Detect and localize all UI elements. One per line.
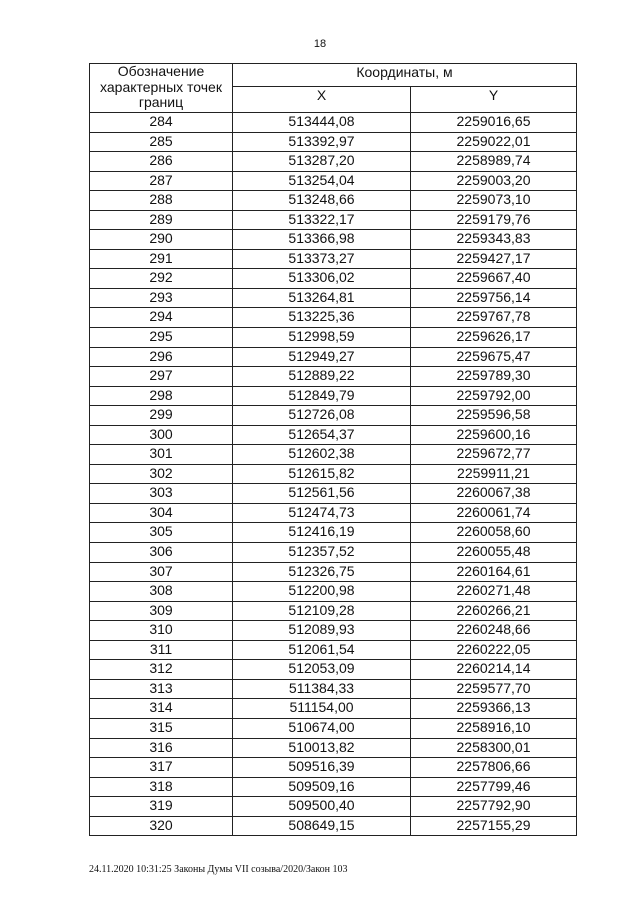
- table-row: [90, 464, 577, 484]
- table-row: [90, 738, 577, 758]
- point-id-cell: 296: [90, 347, 233, 367]
- x-coordinate-cell: 512053,09: [233, 660, 411, 680]
- y-coordinate-cell: 2260222,05: [411, 640, 577, 660]
- point-id-cell: 285: [90, 132, 233, 152]
- point-id-cell: 310: [90, 621, 233, 641]
- y-coordinate-cell: 2259577,70: [411, 679, 577, 699]
- table-row: [90, 640, 577, 660]
- x-coordinate-cell: 511154,00: [233, 699, 411, 719]
- x-coordinate-cell: 513392,97: [233, 132, 411, 152]
- x-coordinate-cell: 512654,37: [233, 425, 411, 445]
- point-id-cell: 318: [90, 777, 233, 797]
- y-coordinate-cell: 2259343,83: [411, 230, 577, 250]
- y-coordinate-cell: 2259022,01: [411, 132, 577, 152]
- table-row: [90, 230, 577, 250]
- table-row: [90, 386, 577, 406]
- x-coordinate-cell: 509509,16: [233, 777, 411, 797]
- point-id-cell: 284: [90, 113, 233, 133]
- header-y: Y: [411, 87, 577, 113]
- x-coordinate-cell: 512726,08: [233, 406, 411, 426]
- y-coordinate-cell: 2257155,29: [411, 816, 577, 836]
- point-id-cell: 312: [90, 660, 233, 680]
- x-coordinate-cell: 513306,02: [233, 269, 411, 289]
- x-coordinate-cell: 512889,22: [233, 367, 411, 387]
- y-coordinate-cell: 2259179,76: [411, 210, 577, 230]
- y-coordinate-cell: 2258300,01: [411, 738, 577, 758]
- x-coordinate-cell: 513287,20: [233, 152, 411, 172]
- x-coordinate-cell: 512474,73: [233, 503, 411, 523]
- point-id-cell: 286: [90, 152, 233, 172]
- table-row: [90, 523, 577, 543]
- table-row: [90, 171, 577, 191]
- table-row: [90, 406, 577, 426]
- y-coordinate-cell: 2259016,65: [411, 113, 577, 133]
- x-coordinate-cell: 512357,52: [233, 543, 411, 563]
- x-coordinate-cell: 512561,56: [233, 484, 411, 504]
- table-row: [90, 758, 577, 778]
- x-coordinate-cell: 513254,04: [233, 171, 411, 191]
- y-coordinate-cell: 2258916,10: [411, 718, 577, 738]
- table-row: [90, 249, 577, 269]
- point-id-cell: 301: [90, 445, 233, 465]
- table-row: [90, 113, 577, 133]
- y-coordinate-cell: 2258989,74: [411, 152, 577, 172]
- y-coordinate-cell: 2259667,40: [411, 269, 577, 289]
- y-coordinate-cell: 2259672,77: [411, 445, 577, 465]
- table-row: [90, 269, 577, 289]
- table-row: [90, 152, 577, 172]
- table-row: [90, 543, 577, 563]
- point-id-cell: 287: [90, 171, 233, 191]
- y-coordinate-cell: 2259596,58: [411, 406, 577, 426]
- table-row: [90, 288, 577, 308]
- x-coordinate-cell: 513366,98: [233, 230, 411, 250]
- x-coordinate-cell: 512849,79: [233, 386, 411, 406]
- x-coordinate-cell: 513322,17: [233, 210, 411, 230]
- point-id-cell: 290: [90, 230, 233, 250]
- x-coordinate-cell: 513264,81: [233, 288, 411, 308]
- table-row: [90, 484, 577, 504]
- y-coordinate-cell: 2260058,60: [411, 523, 577, 543]
- y-coordinate-cell: 2257806,66: [411, 758, 577, 778]
- table-row: [90, 660, 577, 680]
- table-row: [90, 328, 577, 348]
- coordinates-table: [89, 63, 577, 836]
- point-id-cell: 293: [90, 288, 233, 308]
- x-coordinate-cell: 512416,19: [233, 523, 411, 543]
- y-coordinate-cell: 2259626,17: [411, 328, 577, 348]
- y-coordinate-cell: 2257799,46: [411, 777, 577, 797]
- point-id-cell: 319: [90, 797, 233, 817]
- x-coordinate-cell: 512089,93: [233, 621, 411, 641]
- x-coordinate-cell: 509500,40: [233, 797, 411, 817]
- point-id-cell: 305: [90, 523, 233, 543]
- y-coordinate-cell: 2260061,74: [411, 503, 577, 523]
- x-coordinate-cell: 513248,66: [233, 191, 411, 211]
- point-id-cell: 299: [90, 406, 233, 426]
- table-row: [90, 425, 577, 445]
- y-coordinate-cell: 2259003,20: [411, 171, 577, 191]
- y-coordinate-cell: 2260248,66: [411, 621, 577, 641]
- table-row: [90, 191, 577, 211]
- point-id-cell: 314: [90, 699, 233, 719]
- point-id-cell: 306: [90, 543, 233, 563]
- y-coordinate-cell: 2260164,61: [411, 562, 577, 582]
- x-coordinate-cell: 512615,82: [233, 464, 411, 484]
- x-coordinate-cell: 512949,27: [233, 347, 411, 367]
- point-id-cell: 307: [90, 562, 233, 582]
- table-row: [90, 777, 577, 797]
- y-coordinate-cell: 2260271,48: [411, 582, 577, 602]
- point-id-cell: 304: [90, 503, 233, 523]
- point-id-cell: 300: [90, 425, 233, 445]
- table-row: [90, 308, 577, 328]
- x-coordinate-cell: 509516,39: [233, 758, 411, 778]
- x-coordinate-cell: 512109,28: [233, 601, 411, 621]
- table-row: [90, 445, 577, 465]
- table-row: [90, 367, 577, 387]
- table-row: [90, 601, 577, 621]
- header-x: X: [233, 87, 411, 113]
- header-point-name: Обозначение характерных точек границ: [90, 64, 233, 113]
- x-coordinate-cell: 512326,75: [233, 562, 411, 582]
- point-id-cell: 291: [90, 249, 233, 269]
- y-coordinate-cell: 2260214,14: [411, 660, 577, 680]
- point-id-cell: 313: [90, 679, 233, 699]
- table-row: [90, 210, 577, 230]
- footer-stamp: 24.11.2020 10:31:25 Законы Думы VII созыва/2020/Закон 103: [89, 864, 348, 875]
- table-row: [90, 679, 577, 699]
- x-coordinate-cell: 510013,82: [233, 738, 411, 758]
- point-id-cell: 317: [90, 758, 233, 778]
- point-id-cell: 315: [90, 718, 233, 738]
- point-id-cell: 311: [90, 640, 233, 660]
- point-id-cell: 316: [90, 738, 233, 758]
- y-coordinate-cell: 2260266,21: [411, 601, 577, 621]
- y-coordinate-cell: 2260067,38: [411, 484, 577, 504]
- x-coordinate-cell: 512061,54: [233, 640, 411, 660]
- table-row: [90, 718, 577, 738]
- point-id-cell: 308: [90, 582, 233, 602]
- x-coordinate-cell: 513373,27: [233, 249, 411, 269]
- x-coordinate-cell: 508649,15: [233, 816, 411, 836]
- y-coordinate-cell: 2259789,30: [411, 367, 577, 387]
- table-row: [90, 132, 577, 152]
- point-id-cell: 292: [90, 269, 233, 289]
- x-coordinate-cell: 512200,98: [233, 582, 411, 602]
- y-coordinate-cell: 2259427,17: [411, 249, 577, 269]
- x-coordinate-cell: 511384,33: [233, 679, 411, 699]
- table-row: [90, 582, 577, 602]
- table-row: [90, 699, 577, 719]
- page-number: 18: [313, 38, 327, 50]
- x-coordinate-cell: 510674,00: [233, 718, 411, 738]
- y-coordinate-cell: 2259767,78: [411, 308, 577, 328]
- y-coordinate-cell: 2260055,48: [411, 543, 577, 563]
- y-coordinate-cell: 2259366,13: [411, 699, 577, 719]
- y-coordinate-cell: 2259911,21: [411, 464, 577, 484]
- y-coordinate-cell: 2259756,14: [411, 288, 577, 308]
- y-coordinate-cell: 2259792,00: [411, 386, 577, 406]
- point-id-cell: 320: [90, 816, 233, 836]
- x-coordinate-cell: 512998,59: [233, 328, 411, 348]
- y-coordinate-cell: 2259600,16: [411, 425, 577, 445]
- table-row: [90, 816, 577, 836]
- table-row: [90, 562, 577, 582]
- y-coordinate-cell: 2259073,10: [411, 191, 577, 211]
- y-coordinate-cell: 2259675,47: [411, 347, 577, 367]
- y-coordinate-cell: 2257792,90: [411, 797, 577, 817]
- point-id-cell: 309: [90, 601, 233, 621]
- point-id-cell: 288: [90, 191, 233, 211]
- x-coordinate-cell: 512602,38: [233, 445, 411, 465]
- point-id-cell: 289: [90, 210, 233, 230]
- table-row: [90, 503, 577, 523]
- point-id-cell: 294: [90, 308, 233, 328]
- table-body: [90, 113, 577, 836]
- point-id-cell: 298: [90, 386, 233, 406]
- table-row: [90, 797, 577, 817]
- point-id-cell: 302: [90, 464, 233, 484]
- point-id-cell: 297: [90, 367, 233, 387]
- x-coordinate-cell: 513225,36: [233, 308, 411, 328]
- point-id-cell: 303: [90, 484, 233, 504]
- x-coordinate-cell: 513444,08: [233, 113, 411, 133]
- table-row: [90, 621, 577, 641]
- point-id-cell: 295: [90, 328, 233, 348]
- header-coordinates: Координаты, м: [233, 64, 577, 87]
- table-row: [90, 347, 577, 367]
